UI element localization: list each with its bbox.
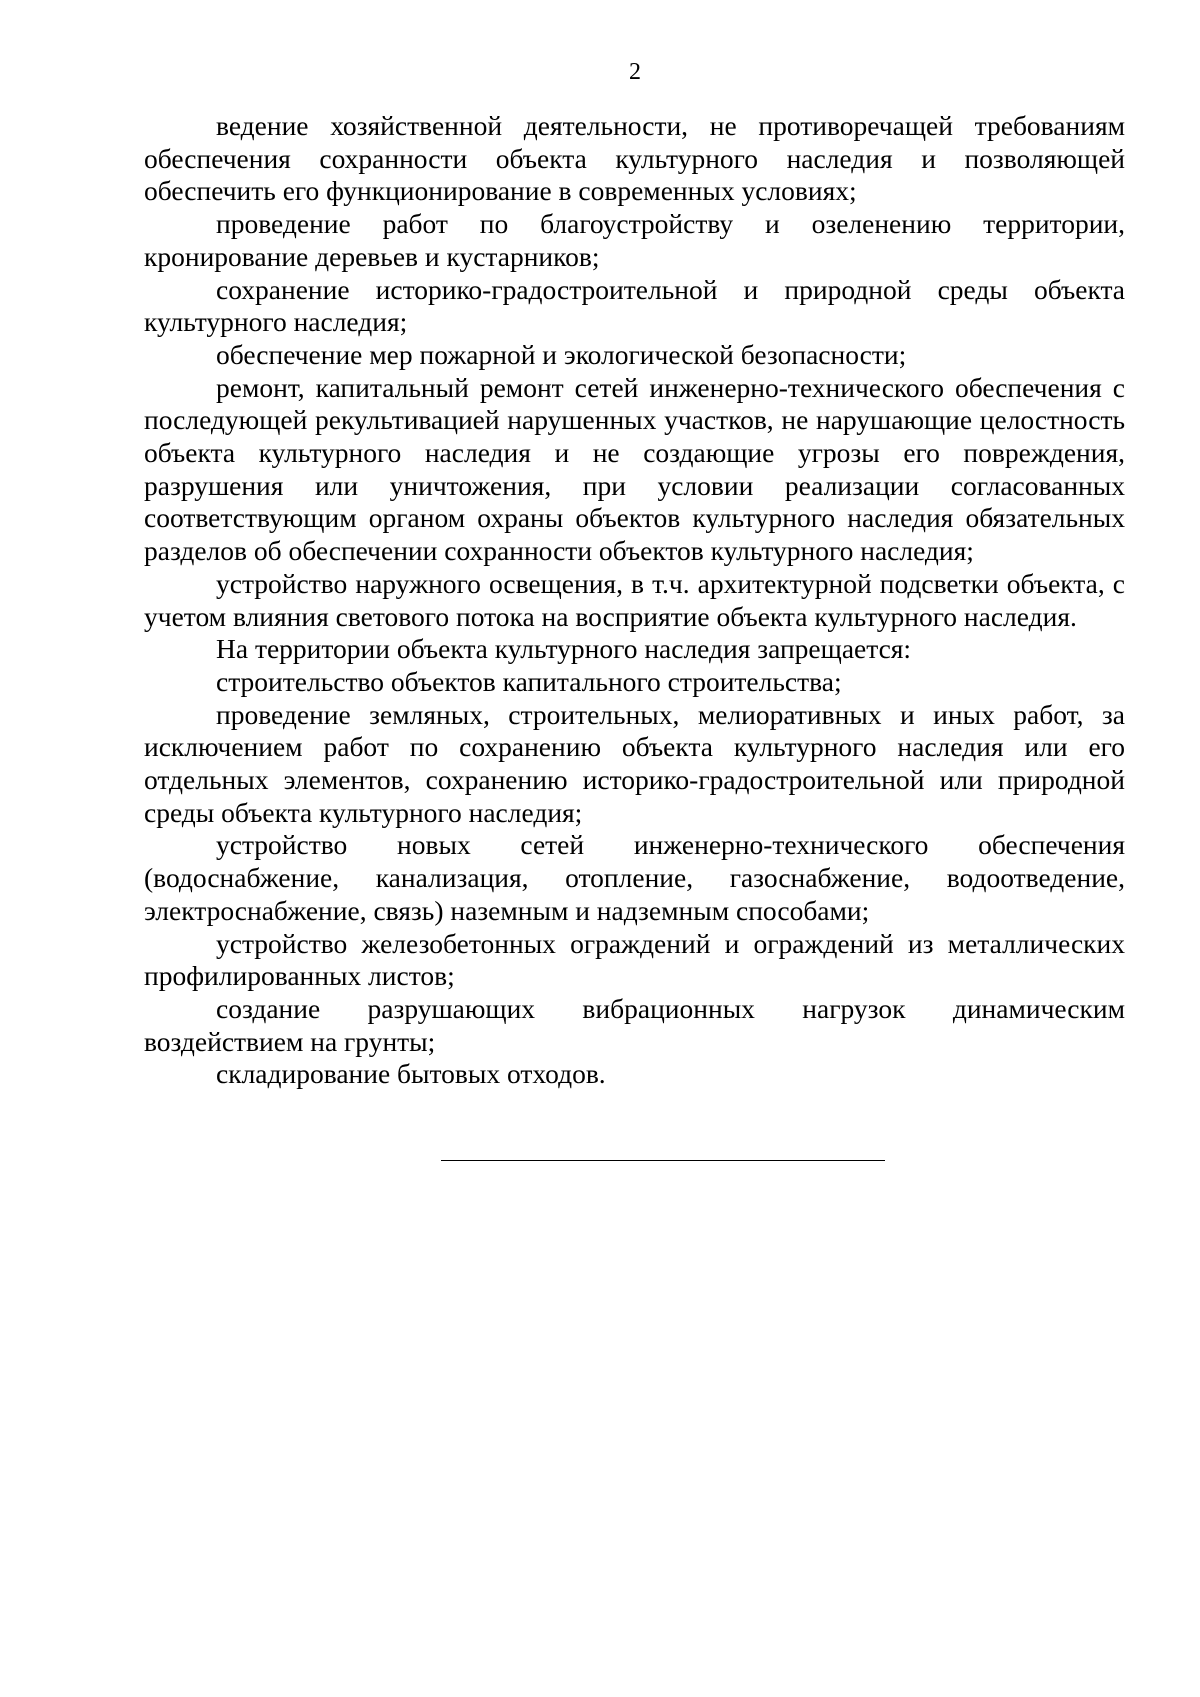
paragraph-waste-storage: складирование бытовых отходов. bbox=[216, 1058, 606, 1090]
paragraph-vibration-loads: создание разрушающих вибрационных нагрузок динамическим воздействием на грунты; bbox=[144, 992, 1125, 1057]
closing-divider-line bbox=[441, 1160, 885, 1161]
paragraph-capital-construction: строительство объектов капитального строительства; bbox=[216, 665, 842, 697]
paragraph-engineering-repair: ремонт, капитальный ремонт сетей инженерно-технического обеспечения с последующей рекультивацией нарушенных участков, не нарушающие целостность объекта культурного наследия и не создающие угрозы его повреждения, разрушения или уничтожения, при условии реализации согласованных соответствующим органом охраны объектов культурного наследия обязательных разделов об обеспечении сохранности объектов культурного наследия; bbox=[144, 371, 1125, 567]
paragraph-prohibitions-heading: На территории объекта культурного наследия запрещается: bbox=[216, 633, 912, 665]
paragraph-fences: устройство железобетонных ограждений и ограждений из металлических профилированных листов; bbox=[144, 927, 1125, 992]
page-number: 2 bbox=[629, 59, 641, 85]
document-body bbox=[144, 110, 1125, 1091]
paragraph-economic-activity: ведение хозяйственной деятельности, не противоречащей требованиям обеспечения сохранности объекта культурного наследия и позволяющей обеспечить его функционирование в современных условиях; bbox=[144, 110, 1125, 207]
paragraph-environment-preservation: сохранение историко-градостроительной и природной среды объекта культурного наследия; bbox=[144, 273, 1125, 338]
paragraph-outdoor-lighting: устройство наружного освещения, в т.ч. архитектурной подсветки объекта, с учетом влияния светового потока на восприятие объекта культурного наследия. bbox=[144, 567, 1125, 632]
paragraph-landscaping: проведение работ по благоустройству и озеленению территории, кронирование деревьев и кустарников; bbox=[144, 208, 1125, 272]
paragraph-fire-safety: обеспечение мер пожарной и экологической безопасности; bbox=[216, 338, 907, 370]
paragraph-new-networks: устройство новых сетей инженерно-технического обеспечения (водоснабжение, канализация, отопление, газоснабжение, водоотведение, электроснабжение, связь) наземным и надземным способами; bbox=[144, 829, 1125, 926]
paragraph-earthworks: проведение земляных, строительных, мелиоративных и иных работ, за исключением работ по сохранению объекта культурного наследия или его отдельных элементов, сохранению историко-градостроительной или природной среды объекта культурного наследия; bbox=[144, 698, 1125, 828]
